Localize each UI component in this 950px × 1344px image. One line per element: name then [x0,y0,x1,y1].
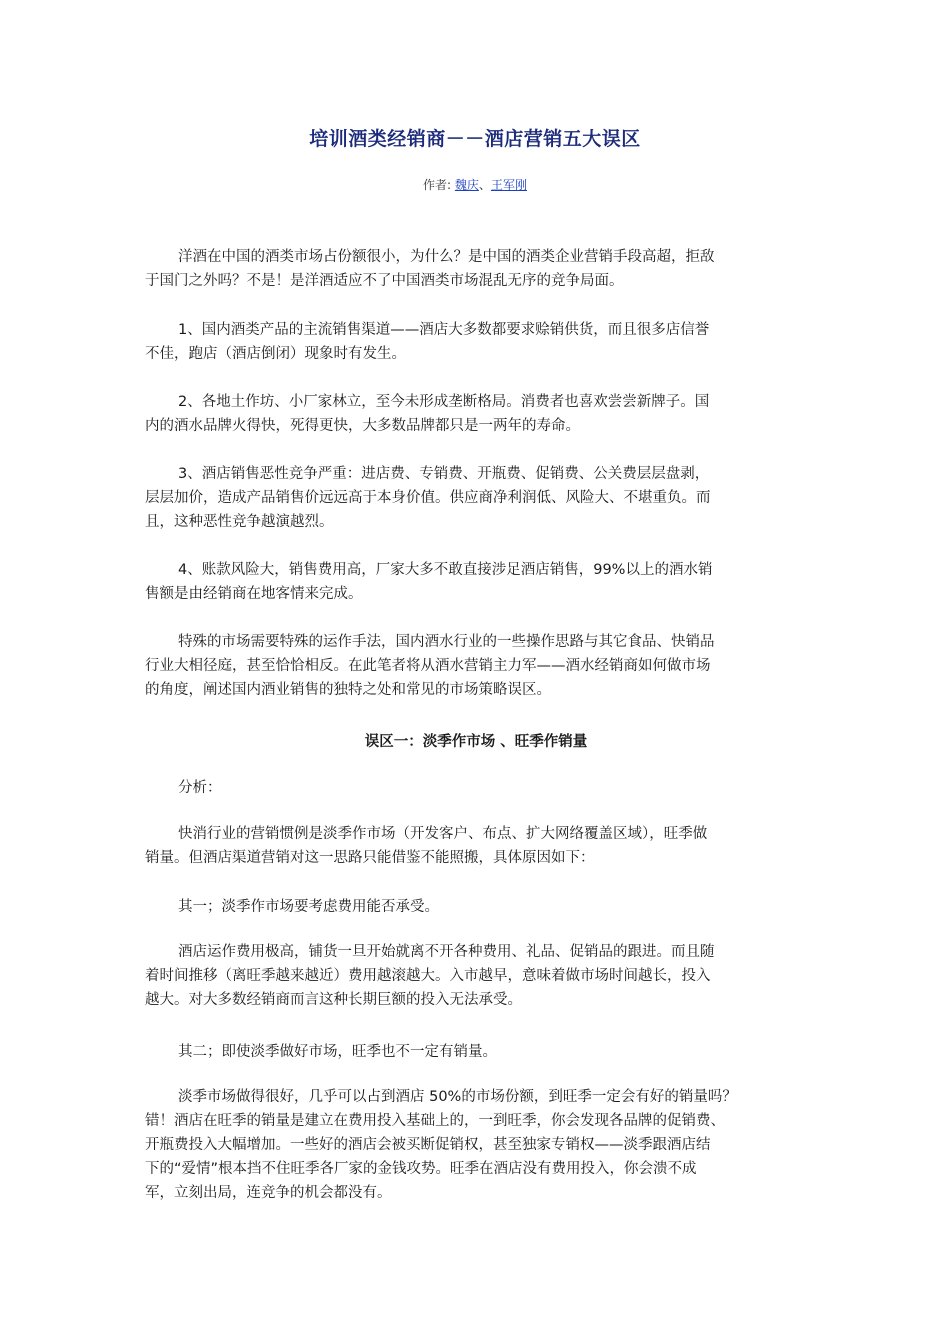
paragraph-intro [145,245,807,293]
text-line: 且，这种恶性竞争越演越烈。 [145,514,334,530]
text-line: 越大。对大多数经销商而言这种长期巨额的投入无法承受。 [145,992,522,1008]
text-line: 的角度，阐述国内酒业销售的独特之处和常见的市场策略误区。 [145,682,551,698]
text-line: 其一；淡季作市场要考虑费用能否承受。 [178,899,439,915]
text-line: 分析： [178,780,222,796]
paragraph-cost-detail [145,940,807,1012]
text-line: 淡季市场做得很好，几乎可以占到酒店 50%的市场份额，到旺季一定会有好的销量吗？ [178,1089,737,1105]
text-line: 销量。但酒店渠道营销对这一思路只能借鉴不能照搬，具体原因如下： [145,850,595,866]
paragraph-reason-2 [145,1040,807,1064]
text-line: 1、国内酒类产品的主流销售渠道——酒店大多数都要求赊销供货，而且很多店信誉 [178,322,710,338]
paragraph-reason-1 [145,895,807,919]
text-line: 层层加价，造成产品销售价远远高于本身价值。供应商净利润低、风险大、不堪重负。而 [145,490,711,506]
paragraph-overview [145,630,807,702]
paragraph-point-4 [145,558,807,606]
author-label: 作者: [423,178,455,192]
text-line: 4、账款风险大，销售费用高，厂家大多不敢直接涉足酒店销售，99%以上的酒水销 [178,562,713,578]
text-line: 着时间推移（离旺季越来越近）费用越滚越大。入市越早，意味着做市场时间越长，投入 [145,968,711,984]
text-line: 洋酒在中国的酒类市场占份额很小，为什么？是中国的酒类企业营销手段高超，拒敌 [178,249,715,265]
text-line: 内的酒水品牌火得快，死得更快，大多数品牌都只是一两年的寿命。 [145,418,580,434]
paragraph-analysis-label [145,776,807,800]
text-line: 其二；即使淡季做好市场，旺季也不一定有销量。 [178,1044,497,1060]
paragraph-point-1 [145,318,807,366]
text-line: 特殊的市场需要特殊的运作手法，国内酒水行业的一些操作思路与其它食品、快销品 [178,634,715,650]
author-separator: 、 [478,178,491,192]
author-link-2[interactable]: 王军刚 [490,178,527,192]
paragraph-point-2 [145,390,807,438]
text-line: 3、酒店销售恶性竞争严重：进店费、专销费、开瓶费、促销费、公关费层层盘剥， [178,466,710,482]
paragraph-peak-season [145,1085,807,1205]
text-line: 开瓶费投入大幅增加。一些好的酒店会被买断促销权，甚至独家专销权——淡季跟酒店结 [145,1137,711,1153]
text-line: 下的“爱情”根本挡不住旺季各厂家的金钱攻势。旺季在酒店没有费用投入，你会溃不成 [145,1161,697,1177]
author-byline [0,176,950,193]
text-line: 不佳，跑店（酒店倒闭）现象时有发生。 [145,346,406,362]
article-title: 培训酒类经销商－－酒店营销五大误区 [309,128,641,150]
author-link-1[interactable]: 魏庆 [454,178,479,192]
text-line: 于国门之外吗？不是！是洋酒适应不了中国酒类市场混乱无序的竞争局面。 [145,273,624,289]
paragraph-point-3 [145,462,807,534]
text-line: 售额是由经销商在地客情来完成。 [145,586,363,602]
paragraph-fmcg-practice [145,822,807,870]
text-line: 酒店运作费用极高，铺货一旦开始就离不开各种费用、礼品、促销品的跟进。而且随 [178,944,715,960]
text-line: 行业大相径庭，甚至恰恰相反。在此笔者将从酒水营销主力军——酒水经销商如何做市场 [145,658,711,674]
text-line: 快消行业的营销惯例是淡季作市场（开发客户、布点、扩大网络覆盖区域），旺季做 [178,826,708,842]
text-line: 2、各地土作坊、小厂家林立，至今未形成垄断格局。消费者也喜欢尝尝新牌子。国 [178,394,710,410]
text-line: 错！酒店在旺季的销量是建立在费用投入基础上的，一到旺季，你会发现各品牌的促销费、 [145,1113,725,1129]
text-line: 军，立刻出局，连竞争的机会都没有。 [145,1185,392,1201]
section-heading: 误区一：淡季作市场 、旺季作销量 [364,734,588,750]
